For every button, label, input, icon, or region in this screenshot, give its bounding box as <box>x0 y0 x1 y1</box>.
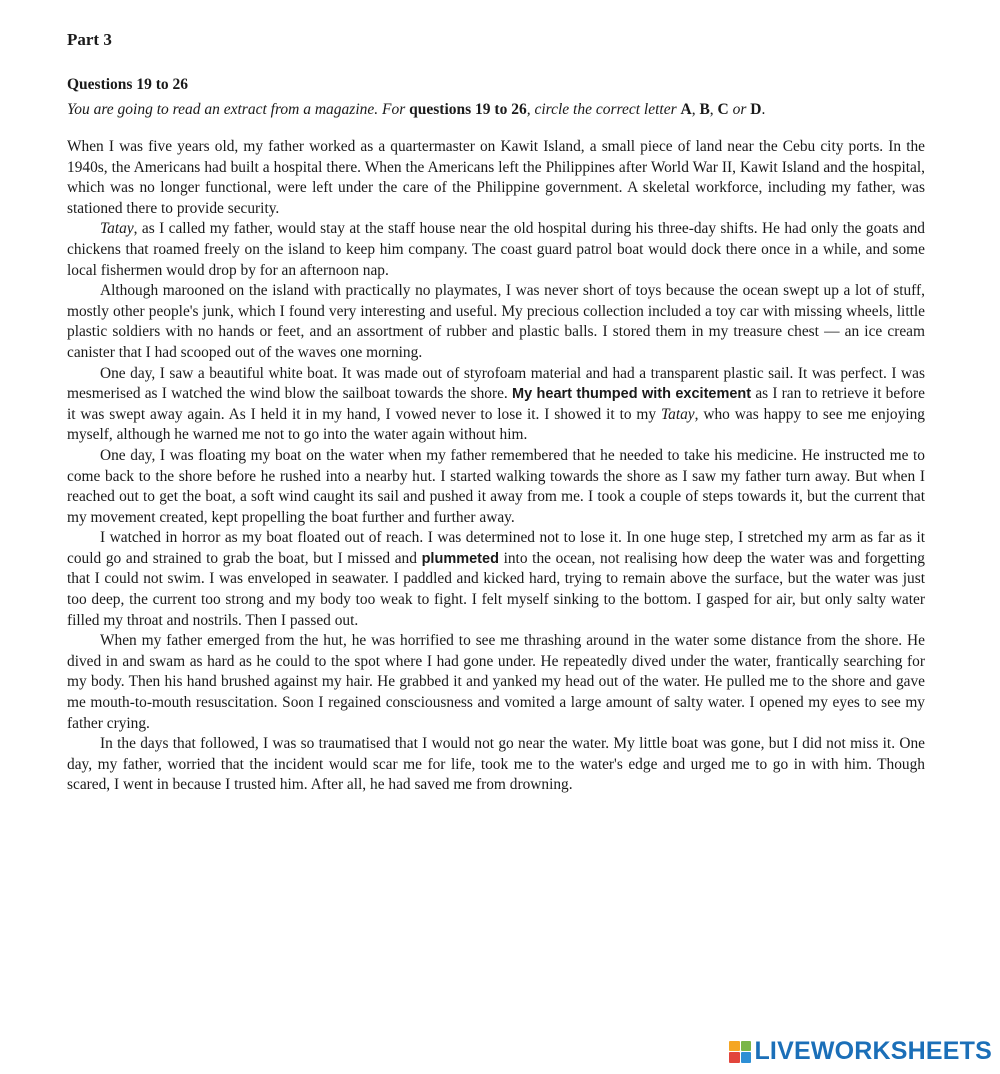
article-extract <box>67 137 925 796</box>
paragraph-4-text-c: , who was happy to see me enjoying myself, although he warned me not to go into the water again without him. <box>67 405 925 444</box>
letter-d: D <box>750 101 762 118</box>
paragraph-8: In the days that followed, I was so traumatised that I would not go near the water. My little boat was gone, but I did not miss it. One day, my father, worried that the incident would scar me for life, took me to the water's edge and urged me to go in with him. Though scared, I went in because I trusted him. After all, he had saved me from drowning. <box>67 735 925 794</box>
separator: , <box>691 101 700 118</box>
instruction-questions: questions 19 to 26 <box>409 101 527 118</box>
logo-square-blue <box>741 1052 752 1063</box>
tatay-word: Tatay <box>100 220 134 238</box>
highlight-heart-thumped: My heart thumped with excitement <box>511 386 752 403</box>
paragraph-5: One day, I was floating my boat on the water when my father remembered that he needed to take his medicine. He instructed me to come back to the shore before he rushed into a nearby hut. I started walking towards the shore as I saw my father turn away. But when I reached out to get the boat, a soft wind caught its sail and pushed it away from me. I took a couple of steps towards it, but the current that my movement created, kept propelling the boat further and further away. <box>67 446 925 526</box>
letter-b: B <box>699 101 710 118</box>
brand-name: LIVEWORKSHEETS <box>754 1037 992 1065</box>
instruction-text-mid: , circle the correct letter <box>526 101 681 118</box>
paragraph-6-text-a: I watched in horror as my boat floated out of reach. I was determined not to lose it. In one huge step, I stretched my arm as far as it could go and strained to grab the boat, but I missed and <box>67 529 925 567</box>
paragraph-1: When I was five years old, my father worked as a quartermaster on Kawit Island, a small piece of land near the Cebu city ports. In the 1940s, the Americans had built a hospital there. When the Americans left the Philippines after World War II, Kawit Island and the hospital, which was no longer functional, were left under the care of the Philippine government. A skeletal workforce, including my father, was stationed there to provide security. <box>67 138 925 217</box>
worksheet-page <box>67 30 925 796</box>
liveworksheets-logo-icon <box>729 1041 751 1063</box>
logo-square-red <box>729 1052 740 1063</box>
instruction-text: You are going to read an extract from a magazine. For <box>67 101 410 118</box>
logo-square-yellow <box>729 1041 740 1052</box>
paragraph-3: Although marooned on the island with practically no playmates, I was never short of toys because the ocean swept up a lot of stuff, mostly other people's junk, which I found very interesting and useful. My precious collection included a toy car with missing wheels, little plastic soldiers with no hands or feet, and an assortment of rubber and plastic balls. I stored them in my treasure chest — an ice cream canister that I had scooped out of the waves one morning. <box>67 282 925 361</box>
highlight-plummeted: plummeted <box>421 550 499 567</box>
instructions <box>67 101 925 119</box>
paragraph-7: When my father emerged from the hut, he was horrified to see me thrashing around in the water some distance from the shore. He dived in and swam as hard as he could to the spot where I had gone under. He repeatedly dived under the water, frantically searching for my body. Then his hand brushed against my hair. He grabbed it and yanked my head out of the water. He pulled me to the shore and gave me mouth-to-mouth resuscitation. Soon I regained consciousness and vomited a large amount of salty water. I opened my eyes to see my father crying. <box>67 632 925 732</box>
or-text: or <box>728 101 751 118</box>
letter-a: A <box>680 101 692 118</box>
liveworksheets-brand[interactable] <box>729 1037 992 1066</box>
paragraph-2 <box>67 219 925 281</box>
paragraph-4 <box>67 364 925 446</box>
paragraph-6 <box>67 528 925 631</box>
questions-title: Questions 19 to 26 <box>67 76 188 93</box>
tatay-word: Tatay <box>660 405 695 423</box>
paragraph-6-text-b: into the ocean, not realising how deep the water was and forgetting that I could not swim. I was enveloped in seawater. I paddled and kicked hard, trying to remain above the surface, but the water was just too deep, the current too strong and my body too weak to fight. I felt myself sinking to the bottom. I gasped for air, but only salty water filled my throat and nostrils. Then I passed out. <box>67 549 925 629</box>
separator: , <box>709 101 718 118</box>
paragraph-4-text-a: One day, I saw a beautiful white boat. It was made out of styrofoam material and had a transparent plastic sail. It was perfect. I was mesmerised as I watched the wind blow the sailboat towards the shore. <box>67 364 925 403</box>
part-title: Part 3 <box>67 30 112 49</box>
logo-square-green <box>741 1041 752 1052</box>
instruction-end: . <box>761 101 766 118</box>
letter-c: C <box>717 101 729 118</box>
paragraph-4-text-b: as I ran to retrieve it before it was swept away again. As I held it in my hand, I vowed never to lose it. I showed it to my <box>67 385 925 423</box>
paragraph-2-text: , as I called my father, would stay at the staff house near the old hospital during his three-day shifts. He had only the goats and chickens that roamed freely on the island to keep him company. The coast guard patrol boat would dock there once in a while, and some local fishermen would drop by for an afternoon nap. <box>67 220 925 279</box>
